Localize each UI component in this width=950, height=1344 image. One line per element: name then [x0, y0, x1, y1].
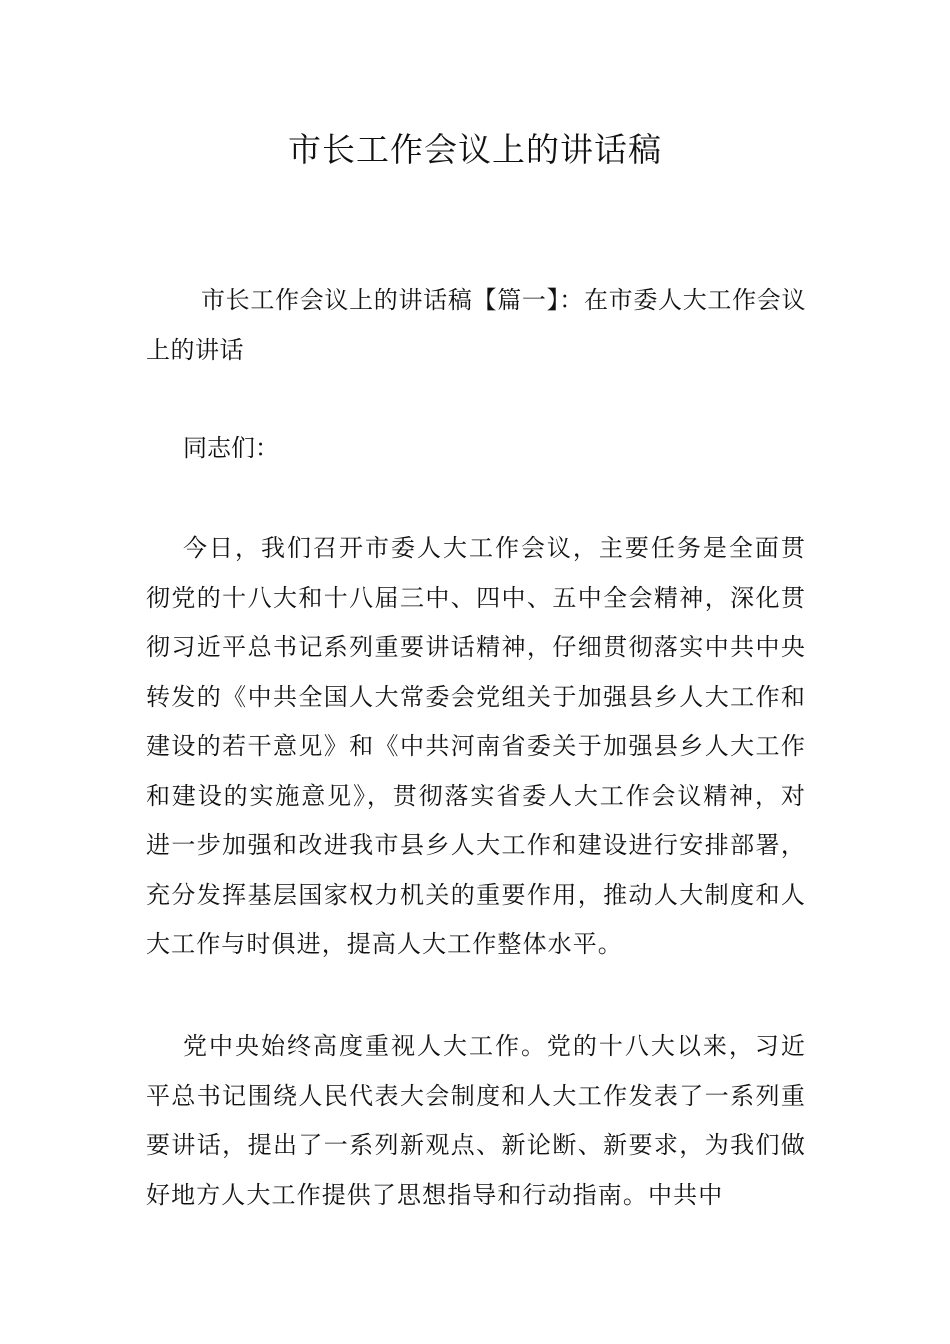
paragraph: 党中央始终高度重视人大工作。党的十八大以来，习近平总书记围绕人民代表大会制度和人大工作发表了一系列重要讲话，提出了一系列新观点、新论断、新要求，为我们做好地方人大工作提供了思想指导和行动指南。中共中	[146, 1032, 806, 1209]
paragraph: 今日，我们召开市委人大工作会议，主要任务是全面贯彻党的十八大和十八届三中、四中、五中全会精神，深化贯彻习近平总书记系列重要讲话精神，仔细贯彻落实中共中央转发的《中共全国人大常委会党组关于加强县乡人大工作和建设的若干意见》和《中共河南省委关于加强县乡人大工作和建设的实施意见》，贯彻落实省委人大工作会议精神，对进一步加强和改进我市县乡人大工作和建设进行安排部署，充分发挥基层国家权力机关的重要作用，推动人大制度和人大工作与时俱进，提高人大工作整体水平。	[146, 534, 806, 958]
section-heading: 市长工作会议上的讲话稿【篇一】：在市委人大工作会议上的讲话	[146, 286, 806, 364]
document-title: 市长工作会议上的讲话稿	[288, 130, 662, 169]
greeting: 同志们：	[183, 434, 279, 462]
